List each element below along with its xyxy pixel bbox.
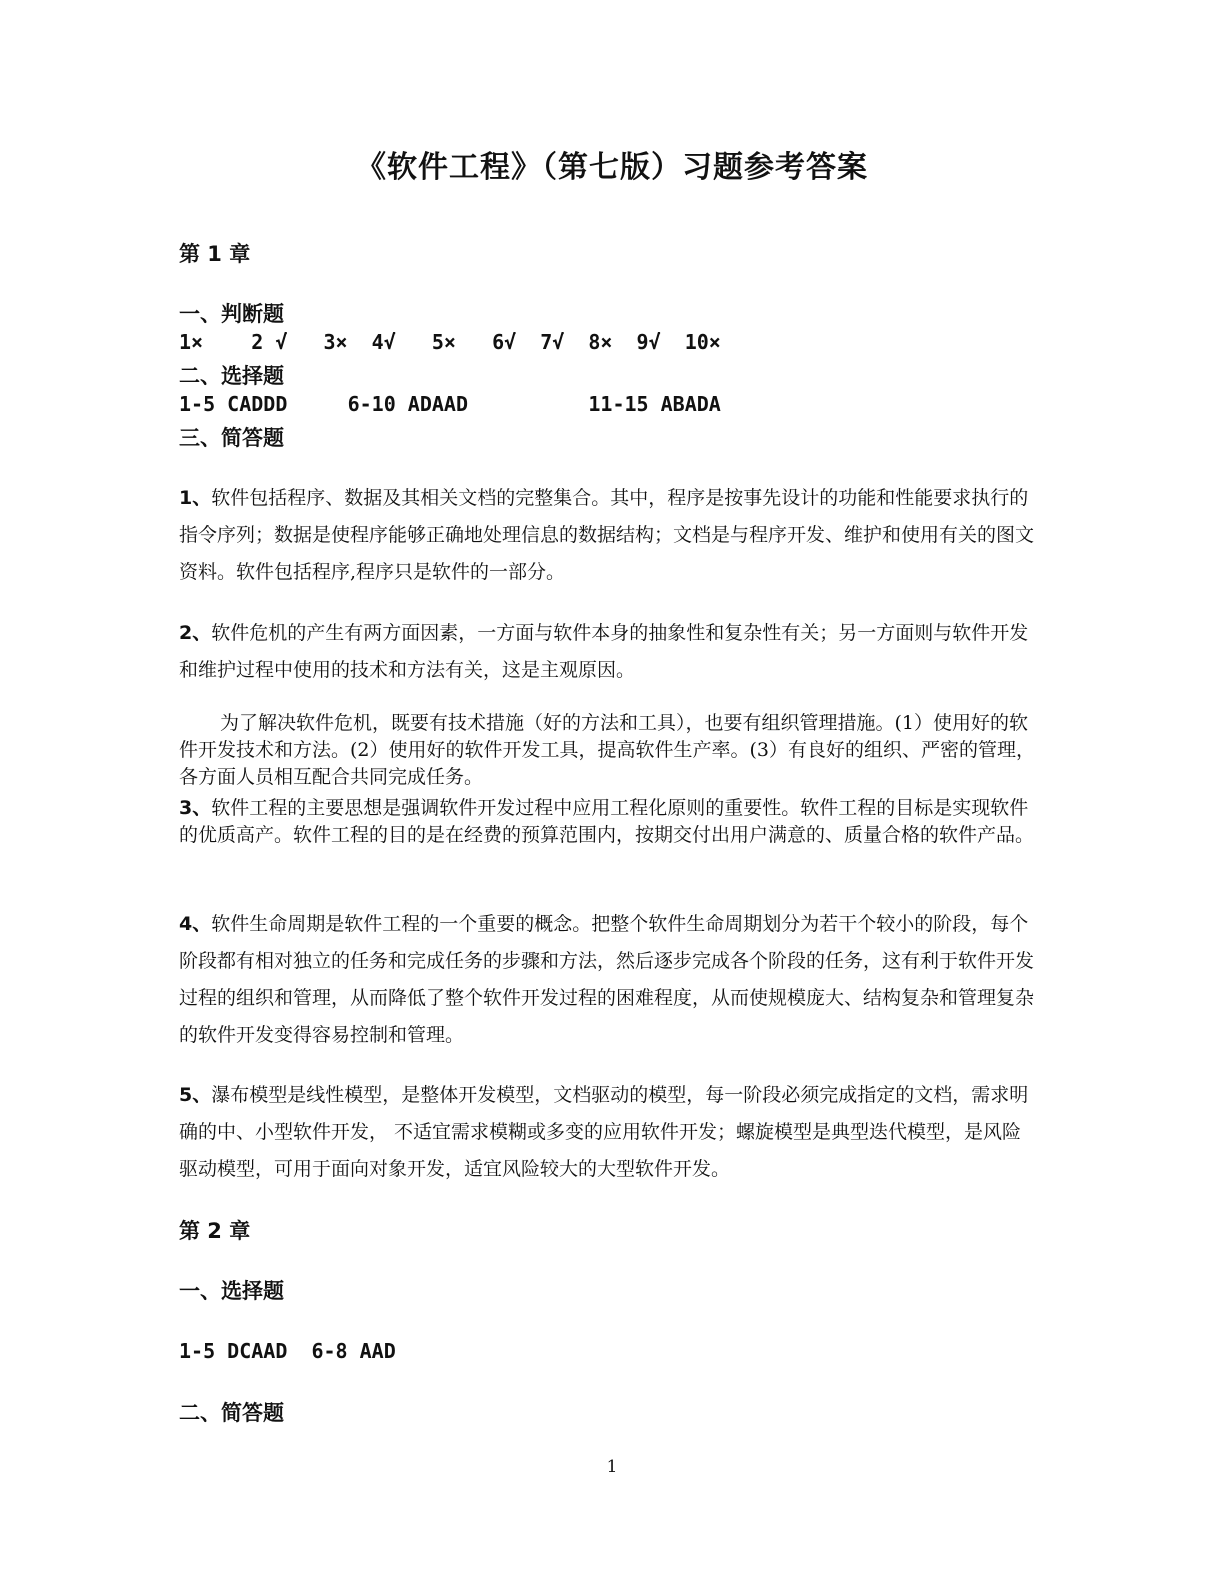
answer-4-number: 4、 [179,913,212,935]
answer-1-text: 软件包括程序、数据及其相关文档的完整集合。其中，程序是按事先设计的功能和性能要求执行的指令序列；数据是使程序能够正确地处理信息的数据结构；文档是与程序开发、维护和使用有关的图文资料。软件包括程序,程序只是软件的一部分。 [179,487,1035,583]
answer-4 [179,906,1039,1054]
choice-answers: 1-5 CADDD 6-10 ADAAD 11-15 ABADA [179,392,721,416]
choice-section-heading: 二、选择题 [179,364,284,388]
answer-1-number: 1、 [179,487,212,509]
chapter-1-heading: 第 1 章 [179,242,251,266]
answer-3-text: 软件工程的主要思想是强调软件开发过程中应用工程化原则的重要性。软件工程的目标是实现软件的优质高产。软件工程的目的是在经费的预算范围内，按期交付出用户满意的、质量合格的软件产品。 [179,797,1035,846]
chapter-2-heading: 第 2 章 [179,1219,251,1243]
judgement-answers: 1× 2 √ 3× 4√ 5× 6√ 7√ 8× 9√ 10× [179,330,721,354]
answer-4-text: 软件生命周期是软件工程的一个重要的概念。把整个软件生命周期划分为若干个较小的阶段，每个阶段都有相对独立的任务和完成任务的步骤和方法，然后逐步完成各个阶段的任务，这有利于软件开发过程的组织和管理，从而降低了整个软件开发过程的困难程度，从而使规模庞大、结构复杂和管理复杂的软件开发变得容易控制和管理。 [179,913,1035,1046]
answer-3-number: 3、 [179,797,212,819]
answer-2 [179,615,1039,689]
answer-5-number: 5、 [179,1084,212,1106]
answer-2-text: 软件危机的产生有两方面因素，一方面与软件本身的抽象性和复杂性有关；另一方面则与软件开发和维护过程中使用的技术和方法有关，这是主观原因。 [179,622,1029,681]
judgement-section-heading: 一、判断题 [179,302,284,326]
page-number: 1 [606,1457,618,1477]
answer-3 [179,795,1039,849]
answer-2-number: 2、 [179,622,212,644]
chapter-2-short-answer-heading: 二、简答题 [179,1401,284,1425]
answer-2-continued: 为了解决软件危机，既要有技术措施（好的方法和工具），也要有组织管理措施。(1）使用好的软件开发技术和方法。(2）使用好的软件开发工具，提高软件生产率。(3）有良好的组织、严密的管理，各方面人员相互配合共同完成任务。 [179,712,1036,788]
answer-5-text: 瀑布模型是线性模型，是整体开发模型，文档驱动的模型，每一阶段必须完成指定的文档，需求明确的中、小型软件开发， 不适宜需求模糊或多变的应用软件开发；螺旋模型是典型迭代模型，是风险驱动模型，可用于面向对象开发，适宜风险较大的大型软件开发。 [179,1084,1029,1180]
short-answer-section-heading: 三、简答题 [179,426,284,450]
chapter-2-choice-heading: 一、选择题 [179,1279,284,1303]
document-title: 《软件工程》（第七版）习题参考答案 [356,150,868,185]
answer-1 [179,480,1039,591]
chapter-2-choice-answers: 1-5 DCAAD 6-8 AAD [179,1339,396,1363]
answer-5 [179,1077,1039,1188]
